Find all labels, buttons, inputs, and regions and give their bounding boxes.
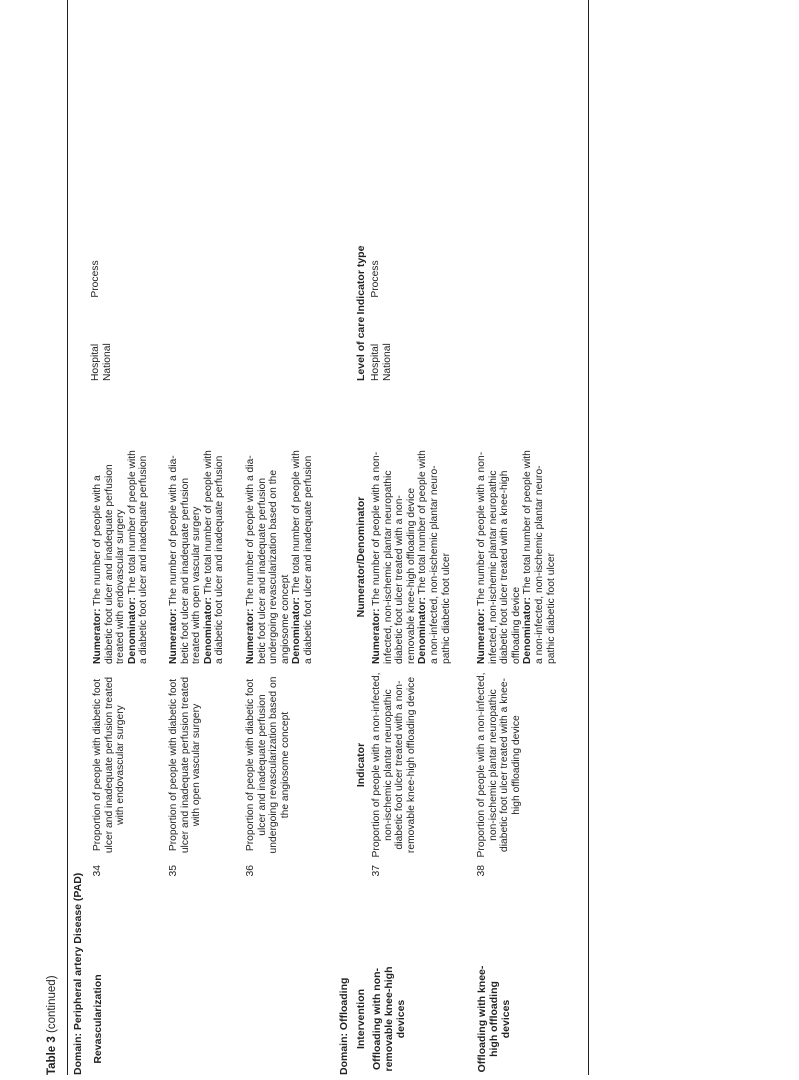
denominator-label: Denominator:: [126, 597, 138, 664]
numden-37: [371, 450, 452, 664]
row-number-36: 36: [245, 865, 256, 877]
numerator-text: The number of people with a non-infected, non-ischemic plantar neuropathic diabetic foot ulcer treated with a non-removable knee-high offloading device: [371, 451, 417, 664]
denominator-label: Denominator:: [202, 597, 214, 664]
denominator-label: Denominator:: [522, 597, 534, 664]
header-numerator-denominator: Numerator/Denominator: [355, 496, 367, 618]
row-number-35: 35: [168, 865, 179, 877]
level-hospital: Hospital: [370, 343, 381, 381]
domain-heading-pad: Domain: Peripheral artery Disease (PAD): [72, 872, 84, 1075]
header-indicator: Indicator: [355, 742, 367, 788]
indicator-text-36: Proportion of people with diabetic foot ulcer and inadequate perfusion undergoing revascularization based on the angiosome concept: [245, 676, 291, 854]
level-national: National: [101, 343, 113, 381]
denominator-text: The total number of people with a non-infected, non-ischemic plantar neuropathic diabetic foot ulcer: [417, 450, 452, 664]
header-level-of-care: Level of care: [355, 316, 367, 381]
indicator-type-pad: Process: [90, 260, 101, 298]
row-number-34: 34: [92, 865, 103, 877]
row-number-38: 38: [476, 865, 487, 877]
rotated-table-page: [10, 0, 590, 1075]
intervention-revascularization: Revascularization: [92, 974, 104, 1064]
numden-34: [92, 450, 150, 664]
row-number-37: 37: [371, 865, 382, 877]
domain-heading-offloading: Domain: Offloading: [338, 977, 350, 1075]
level-of-care-pad: [90, 323, 113, 381]
numden-38: [476, 450, 557, 664]
numden-36: [245, 450, 315, 664]
denominator-text: The total number of people with a non-infected, non-ischemic plantar neuropathic diabetic foot ulcer: [522, 450, 557, 664]
denominator-text: The total number of people with a diabetic foot ulcer and inadequate perfusion: [126, 450, 150, 664]
denominator-label: Denominator:: [417, 597, 429, 664]
numden-35: [168, 450, 226, 664]
level-hospital: Hospital: [90, 343, 101, 381]
numerator-text: The number of people with a non-infected, non-ischemic plantar neuropathic diabetic foot ulcer treated with a knee-high offloading device: [476, 451, 522, 664]
indicator-text-35: Proportion of people with diabetic foot ulcer and inadequate perfusion treated with open vascular surgery: [168, 676, 203, 854]
table-caption-label: Table 3: [46, 1036, 58, 1075]
indicator-text-37: Proportion of people with a non-infected, non-ischemic plantar neuropathic diabetic foot ulcer treated with a non-removable knee-high offloading device: [371, 672, 417, 858]
intervention-nonremovable-knee-high: Offloading with non-removable knee-high devices: [371, 966, 407, 1072]
denominator-label: Denominator:: [291, 597, 303, 664]
header-intervention: Intervention: [355, 988, 367, 1050]
numerator-text: The number of people with a diabetic foot ulcer and inadequate perfusion undergoing revascularization based on the angiosome concept: [245, 455, 291, 664]
numerator-text: The number of people with a diabetic foot ulcer and inadequate perfusion treated with endovascular surgery: [92, 464, 127, 664]
level-national: National: [381, 343, 393, 381]
numerator-label: Numerator:: [168, 608, 179, 664]
numerator-text: The number of people with a diabetic foot ulcer and inadequate perfusion treated with open vascular surgery: [168, 455, 203, 664]
indicator-text-34: Proportion of people with diabetic foot ulcer and inadequate perfusion treated with endovascular surgery: [92, 676, 127, 854]
denominator-text: The total number of people with a diabetic foot ulcer and inadequate perfusion: [202, 450, 226, 664]
header-indicator-type: Indicator type: [355, 245, 367, 315]
numerator-label: Numerator:: [245, 608, 256, 664]
numerator-label: Numerator:: [92, 608, 103, 664]
denominator-text: The total number of people with a diabetic foot ulcer and inadequate perfusion: [291, 450, 314, 664]
table-caption: [46, 975, 58, 1075]
level-of-care-offloading: [370, 323, 393, 381]
table-top-rule: [67, 0, 68, 1075]
table-bottom-rule: [588, 0, 589, 1075]
numerator-label: Numerator:: [371, 608, 382, 664]
numerator-label: Numerator:: [476, 608, 487, 664]
indicator-text-38: Proportion of people with a non-infected, non-ischemic plantar neuropathic diabetic foot ulcer treated with a knee-high offloading device: [476, 672, 522, 858]
table-caption-note: (continued): [46, 975, 58, 1034]
indicator-type-offloading: Process: [370, 260, 381, 298]
intervention-knee-high: Offloading with knee-high offloading devices: [476, 965, 512, 1073]
